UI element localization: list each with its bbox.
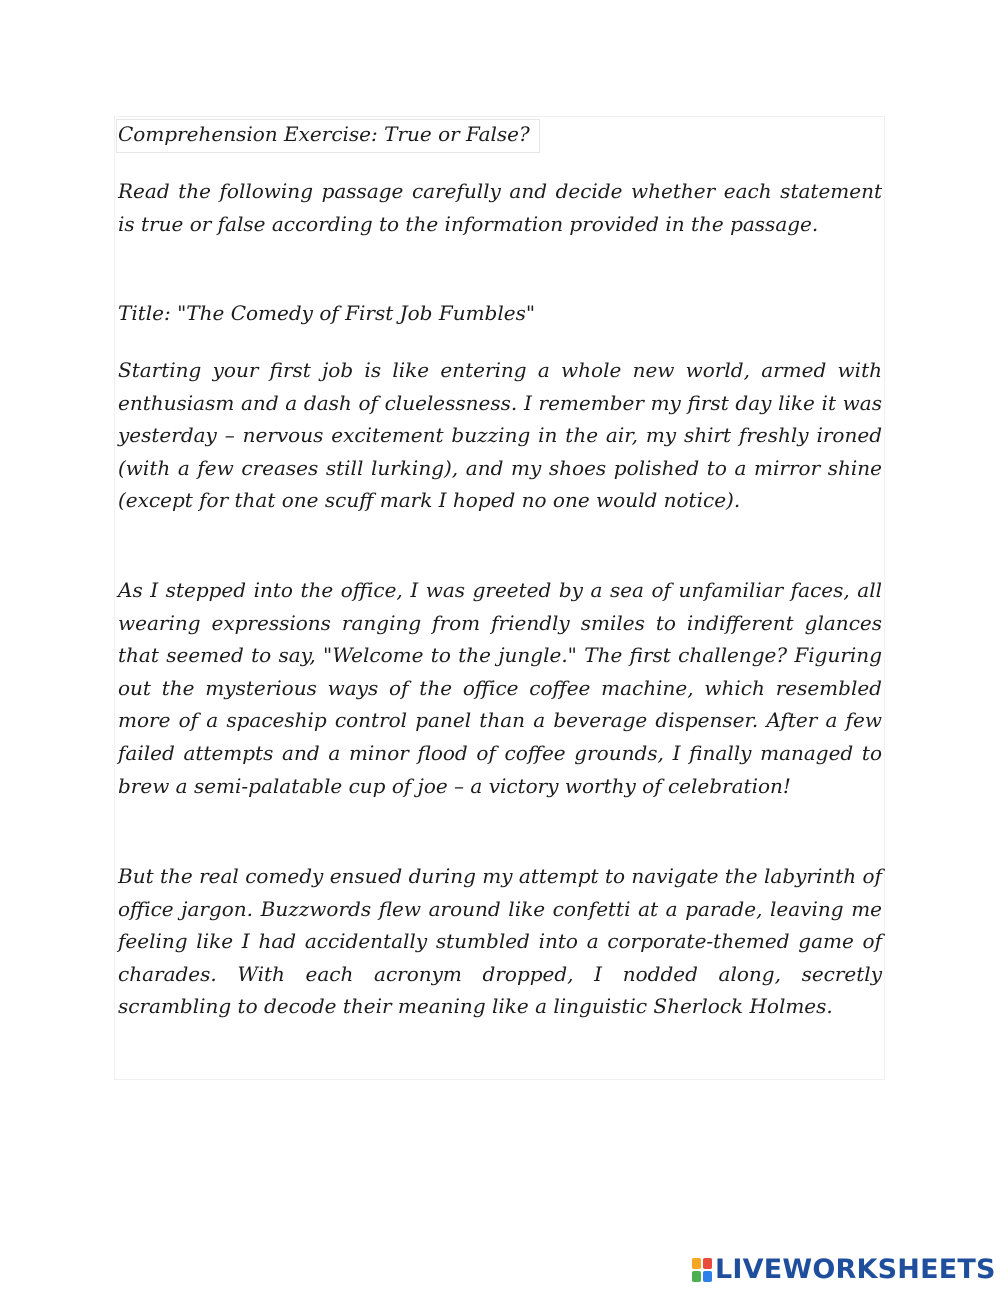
logo-square	[703, 1271, 712, 1282]
passage-paragraph-1: Starting your first job is like entering a whole new world, armed with enthusiasm and a dash of cluelessness. I remember my first day like it was yesterday – nervous excitement buzzing in the air, my shirt freshly ironed (with a few creases still lurking), and my shoes polished to a mirror shine (except for that one scuff mark I hoped no one would notice).	[118, 358, 882, 513]
logo-square	[703, 1258, 712, 1269]
logo-wordmark: LIVEWORKSHEETS	[715, 1254, 996, 1285]
logo-square	[692, 1271, 701, 1282]
liveworksheets-logo-icon	[692, 1258, 712, 1282]
passage-paragraph-3: But the real comedy ensued during my attempt to navigate the labyrinth of office jargon. Buzzwords flew around like confetti at a parade, leaving me feeling like I had accidentally stumbled into a corporate-themed game of charades. With each acronym dropped, I nodded along, secretly scrambling to decode their meaning like a linguistic Sherlock Holmes.	[118, 864, 882, 1019]
liveworksheets-logo[interactable]	[692, 1254, 996, 1286]
passage-title: Title: "The Comedy of First Job Fumbles"	[118, 301, 536, 325]
passage-paragraph-2: As I stepped into the office, I was greeted by a sea of unfamiliar faces, all wearing expressions ranging from friendly smiles to indifferent glances that seemed to say, "Welcome to the jungle." The first challenge? Figuring out the mysterious ways of the office coffee machine, which resembled more of a spaceship control panel than a beverage dispenser. After a few failed attempts and a minor flood of coffee grounds, I finally managed to brew a semi-palatable cup of joe – a victory worthy of celebration!	[118, 578, 882, 798]
worksheet-heading: Comprehension Exercise: True or False?	[118, 122, 530, 146]
instructions-text: Read the following passage carefully and decide whether each statement is true or false according to the information provided in the passage.	[118, 179, 882, 236]
logo-square	[692, 1258, 701, 1269]
